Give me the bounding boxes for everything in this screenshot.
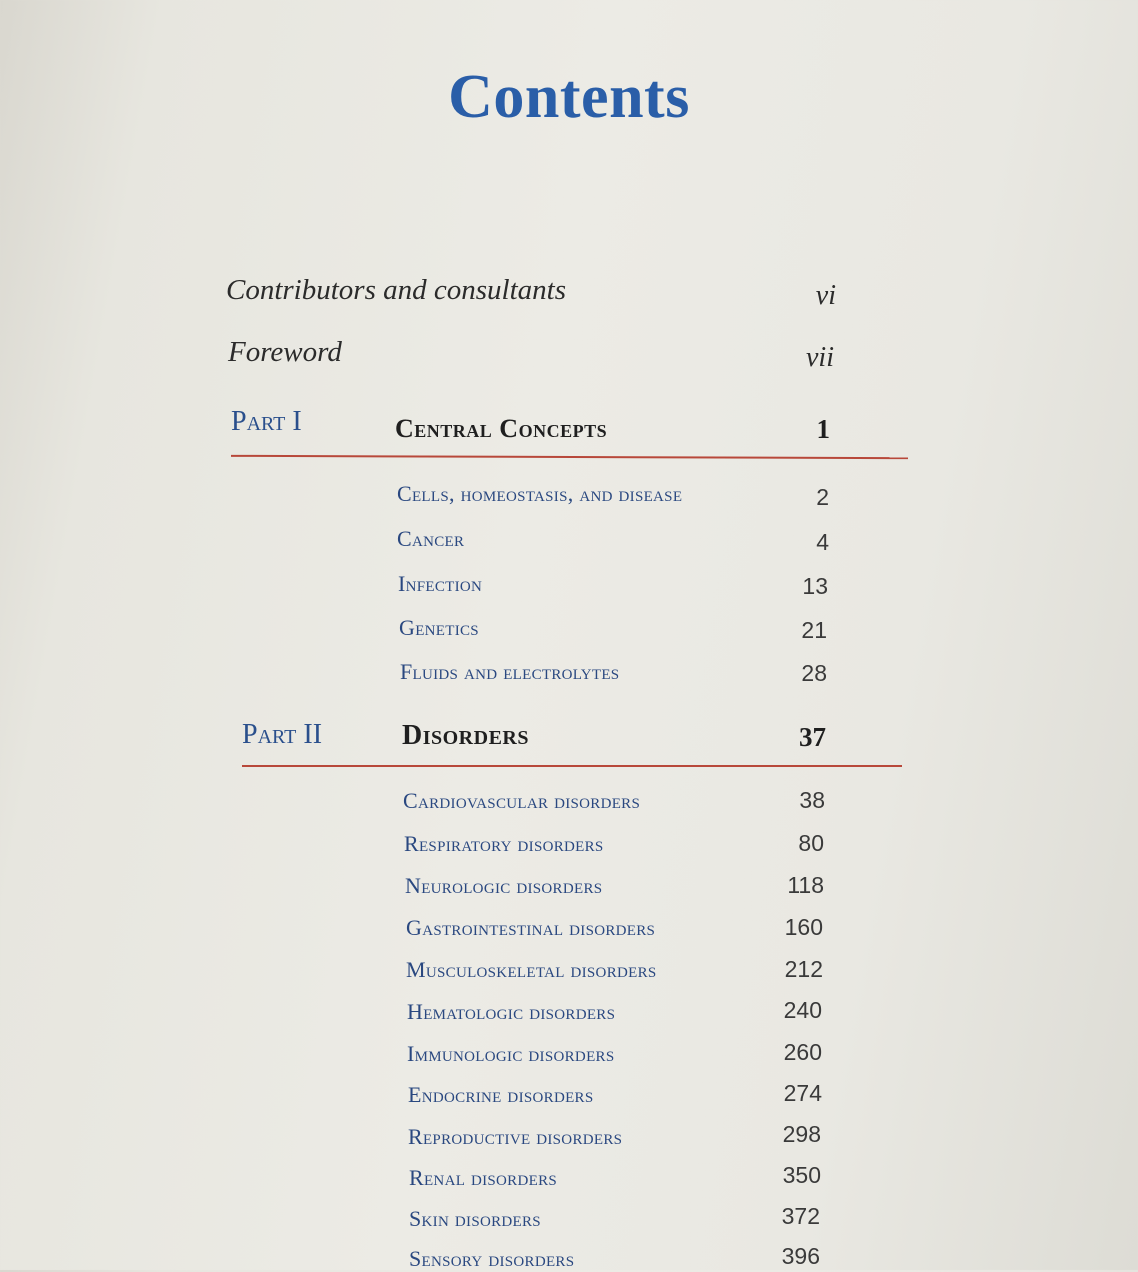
front-matter-page: vii: [806, 342, 834, 373]
chapter-entry[interactable]: Immunologic disorders: [407, 1041, 615, 1066]
part-label: Part I: [231, 406, 302, 437]
chapter-page: 240: [783, 997, 822, 1023]
part-divider: [231, 455, 908, 459]
front-matter-page: vi: [815, 280, 836, 311]
part-title[interactable]: Disorders: [402, 720, 529, 751]
chapter-entry[interactable]: Gastrointestinal disorders: [406, 915, 656, 940]
chapter-page: 4: [816, 529, 829, 555]
chapter-page: 80: [798, 830, 824, 856]
part-title[interactable]: Central Concepts: [395, 414, 608, 443]
chapter-page: 396: [781, 1243, 820, 1269]
chapter-entry[interactable]: Infection: [398, 571, 483, 596]
chapter-entry[interactable]: Respiratory disorders: [404, 831, 604, 856]
chapter-entry[interactable]: Cells, homeostasis, and disease: [397, 481, 683, 506]
chapter-page: 13: [802, 573, 828, 599]
page-title: Contents: [448, 63, 690, 131]
chapter-page: 21: [801, 617, 827, 643]
chapter-entry[interactable]: Skin disorders: [409, 1206, 541, 1231]
chapter-page: 2: [816, 484, 829, 510]
chapter-entry[interactable]: Sensory disorders: [409, 1246, 575, 1271]
chapter-entry[interactable]: Fluids and electrolytes: [400, 659, 620, 684]
part-label: Part II: [242, 719, 323, 750]
chapter-entry[interactable]: Musculoskeletal disorders: [406, 957, 657, 982]
chapter-page: 260: [783, 1039, 822, 1065]
chapter-entry[interactable]: Genetics: [399, 615, 479, 640]
chapter-page: 298: [782, 1121, 821, 1147]
chapter-page: 160: [784, 914, 823, 940]
chapter-page: 212: [784, 956, 823, 982]
chapter-entry[interactable]: Neurologic disorders: [405, 873, 603, 898]
chapter-entry[interactable]: Hematologic disorders: [407, 999, 616, 1024]
chapter-page: 118: [787, 872, 824, 898]
chapter-page: 28: [801, 660, 827, 686]
chapter-page: 372: [781, 1203, 820, 1229]
chapter-page: 38: [799, 787, 825, 813]
front-matter-label[interactable]: Foreword: [228, 336, 342, 368]
front-matter-label[interactable]: Contributors and consultants: [226, 274, 566, 306]
chapter-entry[interactable]: Cardiovascular disorders: [403, 788, 641, 813]
chapter-entry[interactable]: Endocrine disorders: [408, 1082, 594, 1107]
part-page: 1: [816, 414, 830, 444]
chapter-entry[interactable]: Renal disorders: [409, 1165, 558, 1190]
chapter-entry[interactable]: Reproductive disorders: [408, 1124, 623, 1149]
chapter-page: 274: [783, 1080, 822, 1106]
chapter-page: 350: [782, 1162, 821, 1188]
chapter-entry[interactable]: Cancer: [397, 526, 465, 551]
part-page: 37: [799, 722, 826, 752]
part-divider: [242, 765, 902, 767]
